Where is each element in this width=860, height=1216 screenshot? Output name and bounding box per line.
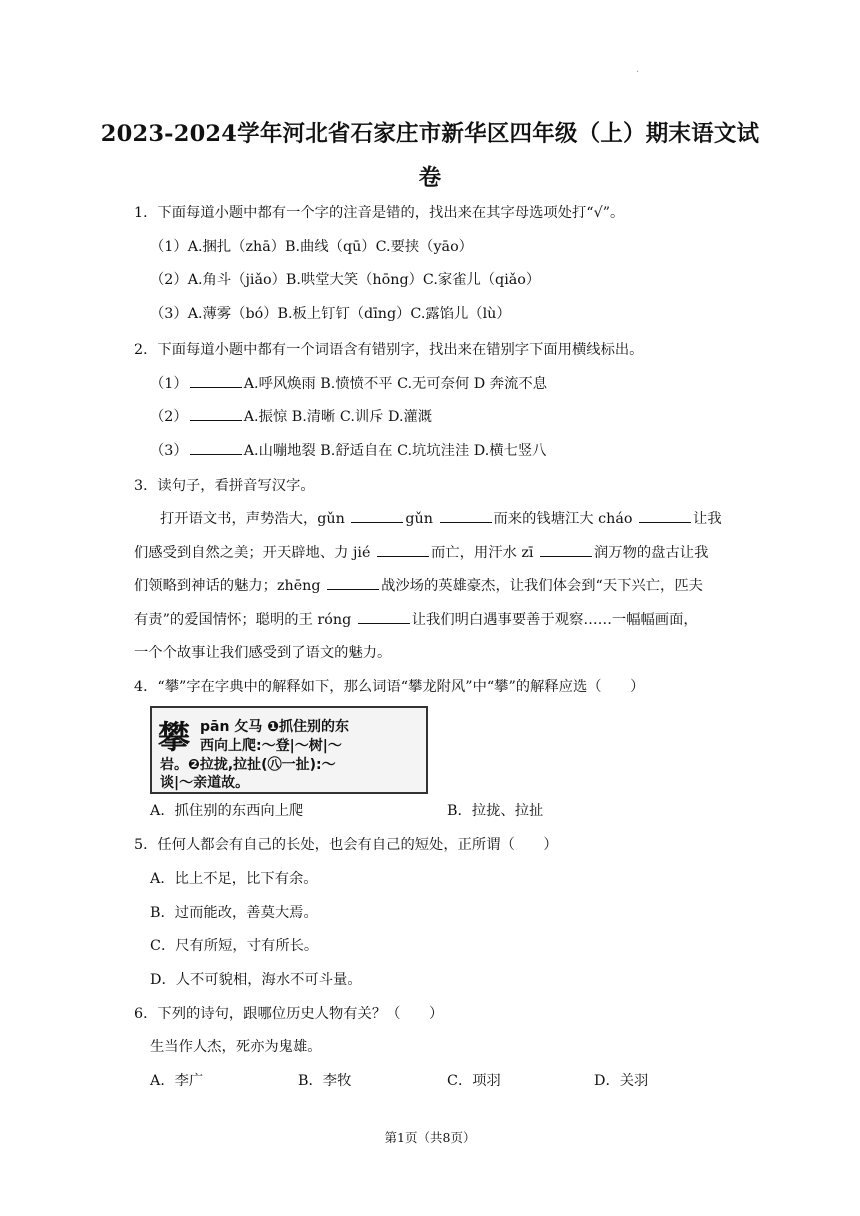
q2-item-1 — [150, 373, 760, 393]
answer-blank[interactable] — [440, 510, 492, 523]
q3-para-line-1 — [160, 508, 770, 528]
q5-option-c[interactable]: C．尺有所短，寸有所长。 — [150, 938, 319, 954]
q5-stem: 5．任何人都会有自己的长处，也会有自己的短处，正所谓（ ） — [134, 837, 558, 853]
answer-blank[interactable] — [190, 375, 242, 388]
q3-text: gǔn — [405, 511, 433, 527]
q2-item-3 — [150, 440, 760, 460]
q3-text: 有责”的爱国情怀；聪明的王 róng — [134, 612, 352, 628]
answer-blank[interactable] — [351, 510, 403, 523]
q3-text: 而来的钱塘江大 cháo — [493, 511, 633, 527]
dict-char: 攀 — [158, 718, 191, 756]
q3-para-line-3 — [134, 575, 744, 595]
q5-option-d[interactable]: D．人不可貌相，海水不可斗量。 — [150, 972, 362, 988]
q5-option-a[interactable]: A．比上不足，比下有余。 — [150, 871, 318, 887]
q4-stem: 4．“攀”字在字典中的解释如下，那么词语“攀龙附风”中“攀”的解释应选（ ） — [134, 679, 645, 695]
q5-option-b[interactable]: B．过而能改，善莫大焉。 — [150, 905, 318, 921]
q3-para-line-4 — [134, 609, 744, 629]
q2-item-text: A.呼风焕雨 B.愤愤不平 C.无可奈何 D 奔流不息 — [243, 376, 547, 392]
q2-item-num: （3） — [150, 443, 188, 459]
q3-text: 们领略到神话的魅力；zhēng — [134, 578, 321, 594]
q6-stem: 6．下列的诗句，跟哪位历史人物有关？（ ） — [134, 1006, 444, 1022]
q1-item-3: （3）A.薄雾（bó）B.板上钉钉（dīng）C.露馅儿（lù） — [150, 306, 511, 322]
q2-stem: 2．下面每道小题中都有一个词语含有错别字，找出来在错别字下面用横线标出。 — [134, 342, 644, 358]
q3-text: 而亡，用汗水 zī — [431, 545, 534, 561]
answer-blank[interactable] — [327, 577, 379, 590]
q2-item-text: A.振惊 B.清晰 C.训斥 D.灌溉 — [243, 409, 433, 425]
q3-para-line-5: 一个个故事让我们感受到了语文的魅力。 — [134, 645, 392, 661]
corner-dot: . — [636, 64, 640, 75]
q6-option-c[interactable]: C．项羽 — [447, 1073, 501, 1089]
answer-blank[interactable] — [190, 408, 242, 421]
answer-blank[interactable] — [377, 544, 429, 557]
dict-line-1: pān 攵马 ❶抓住别的东 — [200, 719, 350, 735]
q4-option-a[interactable]: A．抓住别的东西向上爬 — [150, 803, 304, 819]
q6-poem: 生当作人杰，死亦为鬼雄。 — [150, 1039, 322, 1055]
q3-text: 让我们明白遇事要善于观察……一幅幅画面， — [411, 612, 698, 628]
q1-stem: 1．下面每道小题中都有一个字的注音是错的，找出来在其字母选项处打“√”。 — [134, 205, 625, 221]
q3-text: 们感受到自然之美；开天辟地、力 jié — [134, 545, 371, 561]
q3-text: 让我 — [693, 511, 722, 527]
q3-text: 润万物的盘古让我 — [594, 545, 709, 561]
dict-line-2: 西向上爬:～登|～树|～ — [200, 738, 342, 754]
answer-blank[interactable] — [190, 442, 242, 455]
page-title-cont: 卷 — [418, 165, 442, 191]
q1-item-1: （1）A.捆扎（zhā）B.曲线（qū）C.要挟（yāo） — [150, 239, 473, 255]
q6-option-a[interactable]: A．李广 — [150, 1073, 204, 1089]
q6-option-d[interactable]: D．关羽 — [594, 1073, 649, 1089]
q2-item-num: （1） — [150, 376, 188, 392]
q3-text: 打开语文书，声势浩大，gǔn — [160, 511, 345, 527]
q2-item-num: （2） — [150, 409, 188, 425]
page-footer: 第1页（共8页） — [384, 1130, 476, 1145]
q3-para-line-2 — [134, 542, 744, 562]
q4-option-b[interactable]: B．拉拢、拉扯 — [447, 803, 544, 819]
q3-stem: 3．读句子，看拼音写汉字。 — [134, 478, 315, 494]
q2-item-2 — [150, 406, 760, 426]
answer-blank[interactable] — [358, 611, 410, 624]
dict-line-3: 岩。❷拉拢,拉扯(㊇一扯):～ — [160, 757, 336, 773]
dict-line-4: 谈|～亲道故。 — [160, 775, 250, 791]
answer-blank[interactable] — [540, 544, 592, 557]
q2-item-text: A.山嘣地裂 B.舒适自在 C.坑坑洼洼 D.横七竖八 — [243, 443, 547, 459]
q1-item-2: （2）A.角斗（jiǎo）B.哄堂大笑（hōng）C.家雀儿（qiǎo） — [150, 272, 541, 288]
page-title: 2023-2024学年河北省石家庄市新华区四年级（上）期末语文试 — [100, 121, 760, 147]
dictionary-image — [150, 706, 428, 794]
q3-text: 战沙场的英雄豪杰，让我们体会到“天下兴亡，匹夫 — [381, 578, 703, 594]
answer-blank[interactable] — [639, 510, 691, 523]
q6-option-b[interactable]: B．李牧 — [298, 1073, 352, 1089]
